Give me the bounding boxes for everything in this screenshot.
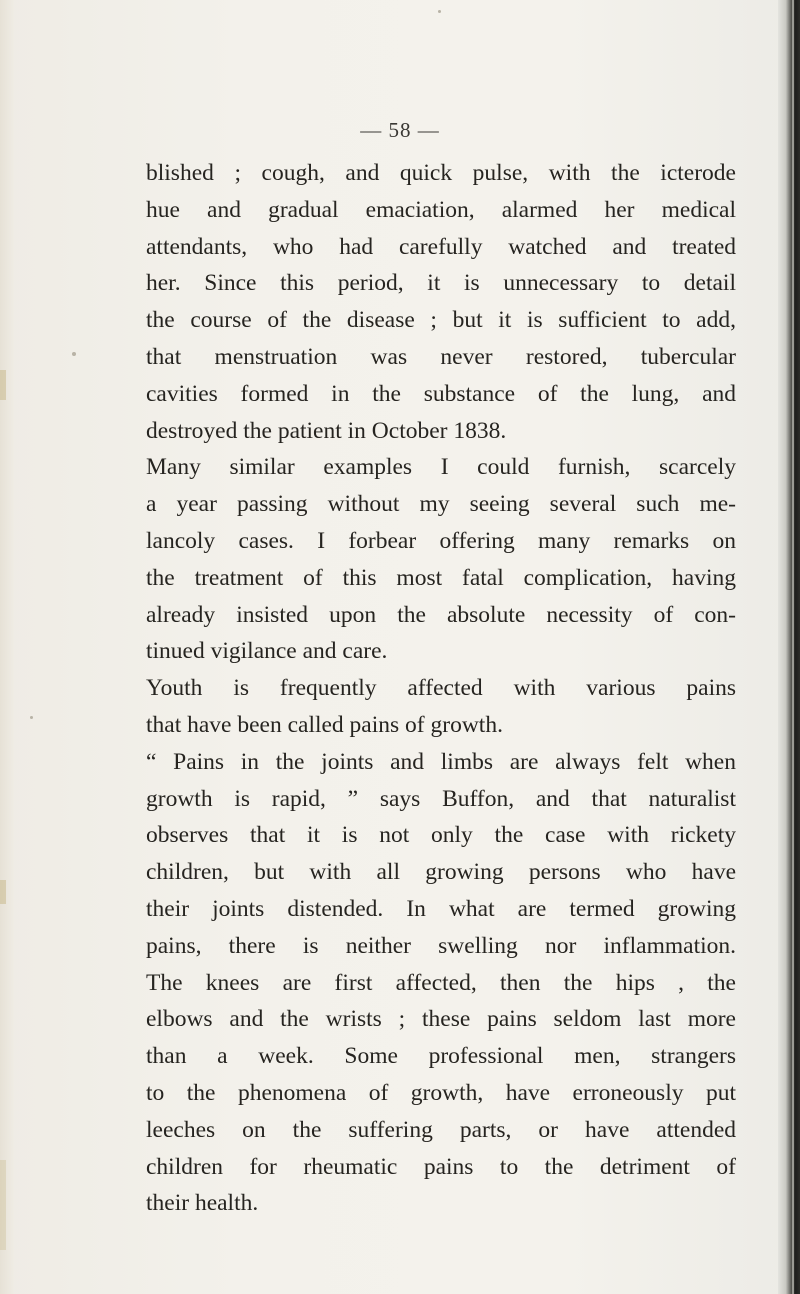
book-binding-edge xyxy=(778,0,800,1294)
page-left-stain xyxy=(0,370,6,400)
text-line: Youth is frequently affected with various pains xyxy=(146,675,736,702)
text-line: already insisted upon the absolute necessity of con- xyxy=(146,601,736,628)
text-line: than a week. Some professional men, strangers xyxy=(146,1043,736,1070)
text-line: cavities formed in the substance of the lung, and xyxy=(146,380,736,407)
page-left-stain xyxy=(0,1160,6,1250)
text-line: children, but with all growing persons who have xyxy=(146,859,736,886)
text-line: the treatment of this most fatal complication, having xyxy=(146,564,736,591)
text-line: their health. xyxy=(146,1190,259,1217)
page-left-stain xyxy=(0,880,6,904)
text-line: blished ; cough, and quick pulse, with the icterode xyxy=(146,160,736,186)
text-line: hue and gradual emaciation, alarmed her medical xyxy=(146,196,736,223)
page-speck xyxy=(72,352,76,356)
text-line: destroyed the patient in October 1838. xyxy=(146,417,507,444)
text-line: that menstruation was never restored, tubercular xyxy=(146,343,736,370)
text-line: her. Since this period, it is unnecessary to detail xyxy=(146,270,736,297)
text-line: Many similar examples I could furnish, scarcely xyxy=(146,454,736,481)
text-line: tinued vigilance and care. xyxy=(146,638,388,665)
text-line: their joints distended. In what are termed growing xyxy=(146,895,736,922)
text-line: lancoly cases. I forbear offering many remarks on xyxy=(146,527,736,554)
text-line: the course of the disease ; but it is sufficient to add, xyxy=(146,307,736,334)
text-line: The knees are first affected, then the hips , the xyxy=(146,969,736,996)
text-line: that have been called pains of growth. xyxy=(146,711,503,738)
text-line: attendants, who had carefully watched and treated xyxy=(146,233,736,260)
text-line: leeches on the suffering parts, or have attended xyxy=(146,1116,736,1143)
text-line: children for rheumatic pains to the detriment of xyxy=(146,1153,736,1180)
page-left-edge xyxy=(0,0,14,1294)
text-line: “ Pains in the joints and limbs are always felt when xyxy=(146,748,736,775)
text-line: elbows and the wrists ; these pains seldom last more xyxy=(146,1006,736,1033)
page-number: — 58 — xyxy=(360,118,440,142)
body-text xyxy=(146,155,736,1222)
text-line: observes that it is not only the case with rickety xyxy=(146,822,736,849)
page-speck xyxy=(30,716,33,719)
text-line: pains, there is neither swelling nor inflammation. xyxy=(146,932,736,959)
page-speck xyxy=(438,10,441,13)
book-binding-line xyxy=(792,0,794,1294)
text-line: growth is rapid, ” says Buffon, and that naturalist xyxy=(146,785,736,812)
text-line: a year passing without my seeing several such me- xyxy=(146,491,736,518)
text-line: to the phenomena of growth, have erroneously put xyxy=(146,1079,736,1106)
